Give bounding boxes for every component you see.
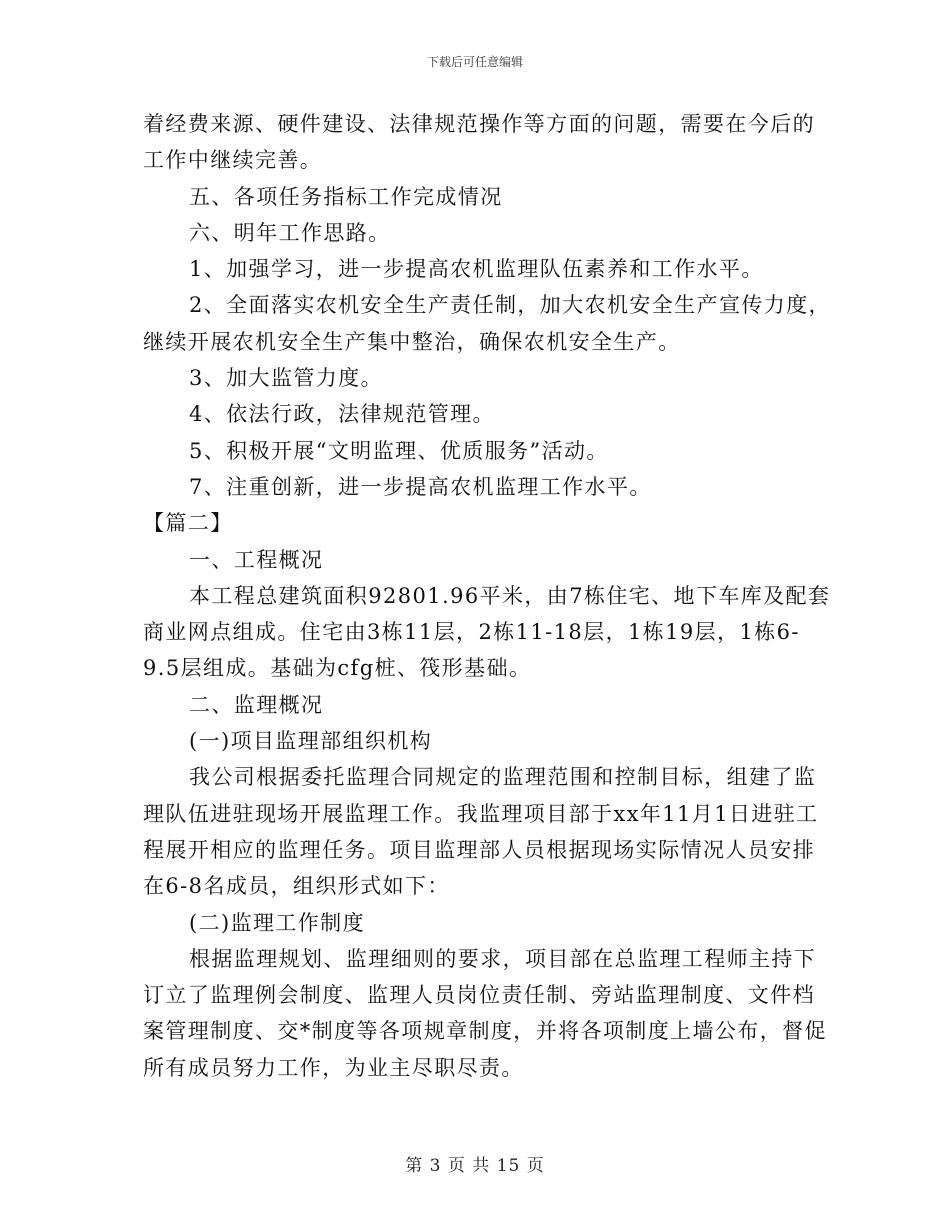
text-line: 着经费来源、硬件建设、法律规范操作等方面的问题，需要在今后的 [143,112,815,136]
page-footer: 第 3 页 共 15 页 [405,1156,545,1176]
text-line: 我公司根据委托监理合同规定的监理范围和控制目标，组建了监 [189,765,817,790]
text-line: 订立了监理例会制度、监理人员岗位责任制、旁站监理制度、文件档 [143,983,815,1008]
text-line: (一)项目监理部组织机构 [189,729,433,754]
text-line: 案管理制度、交*制度等各项规章制度，并将各项制度上墙公布，督促 [143,1019,827,1044]
text-line: 理队伍进驻现场开展监理工作。我监理项目部于xx年11月1日进驻工 [143,801,819,826]
text-line: 1、加强学习，进一步提高农机监理队伍素养和工作水平。 [189,257,764,282]
text-line: 本工程总建筑面积92801.96平米，由7栋住宅、地下车库及配套 [189,583,831,608]
page-header: 下载后可任意编辑 [426,55,523,69]
text-line: 3、加大监管力度。 [189,366,383,391]
text-line: 一、工程概况 [189,547,324,572]
text-line: 根据监理规划、监理细则的要求，项目部在总监理工程师主持下 [189,946,817,971]
text-line: 程展开相应的监理任务。项目监理部人员根据现场实际情况人员安排 [143,837,815,862]
text-line: 五、各项任务指标工作完成情况 [189,184,503,209]
text-line: 4、依法行政，法律规范管理。 [189,402,495,427]
text-line: 商业网点组成。住宅由3栋11层，2栋11-18层，1栋19层，1栋6- [143,620,800,645]
text-line: (二)监理工作制度 [189,910,365,935]
text-line: 【篇二】 [143,511,233,536]
text-line: 7、注重创新，进一步提高农机监理工作水平。 [189,474,652,499]
text-line: 继续开展农机安全生产集中整治，确保农机安全生产。 [143,329,681,354]
text-line: 所有成员努力工作，为业主尽职尽责。 [143,1055,524,1080]
text-line: 二、监理概况 [189,692,324,717]
text-line: 9.5层组成。基础为cfg桩、筏形基础。 [143,656,532,681]
text-line: 工作中继续完善。 [143,148,323,173]
document-body [143,106,831,1086]
text-line: 在6-8名成员，组织形式如下： [143,874,450,899]
text-line: 六、明年工作思路。 [189,220,391,245]
text-line: 2、全面落实农机安全生产责任制，加大农机安全生产宣传力度， [189,293,831,318]
text-line: 5、积极开展“文明监理、优质服务”活动。 [189,438,609,463]
